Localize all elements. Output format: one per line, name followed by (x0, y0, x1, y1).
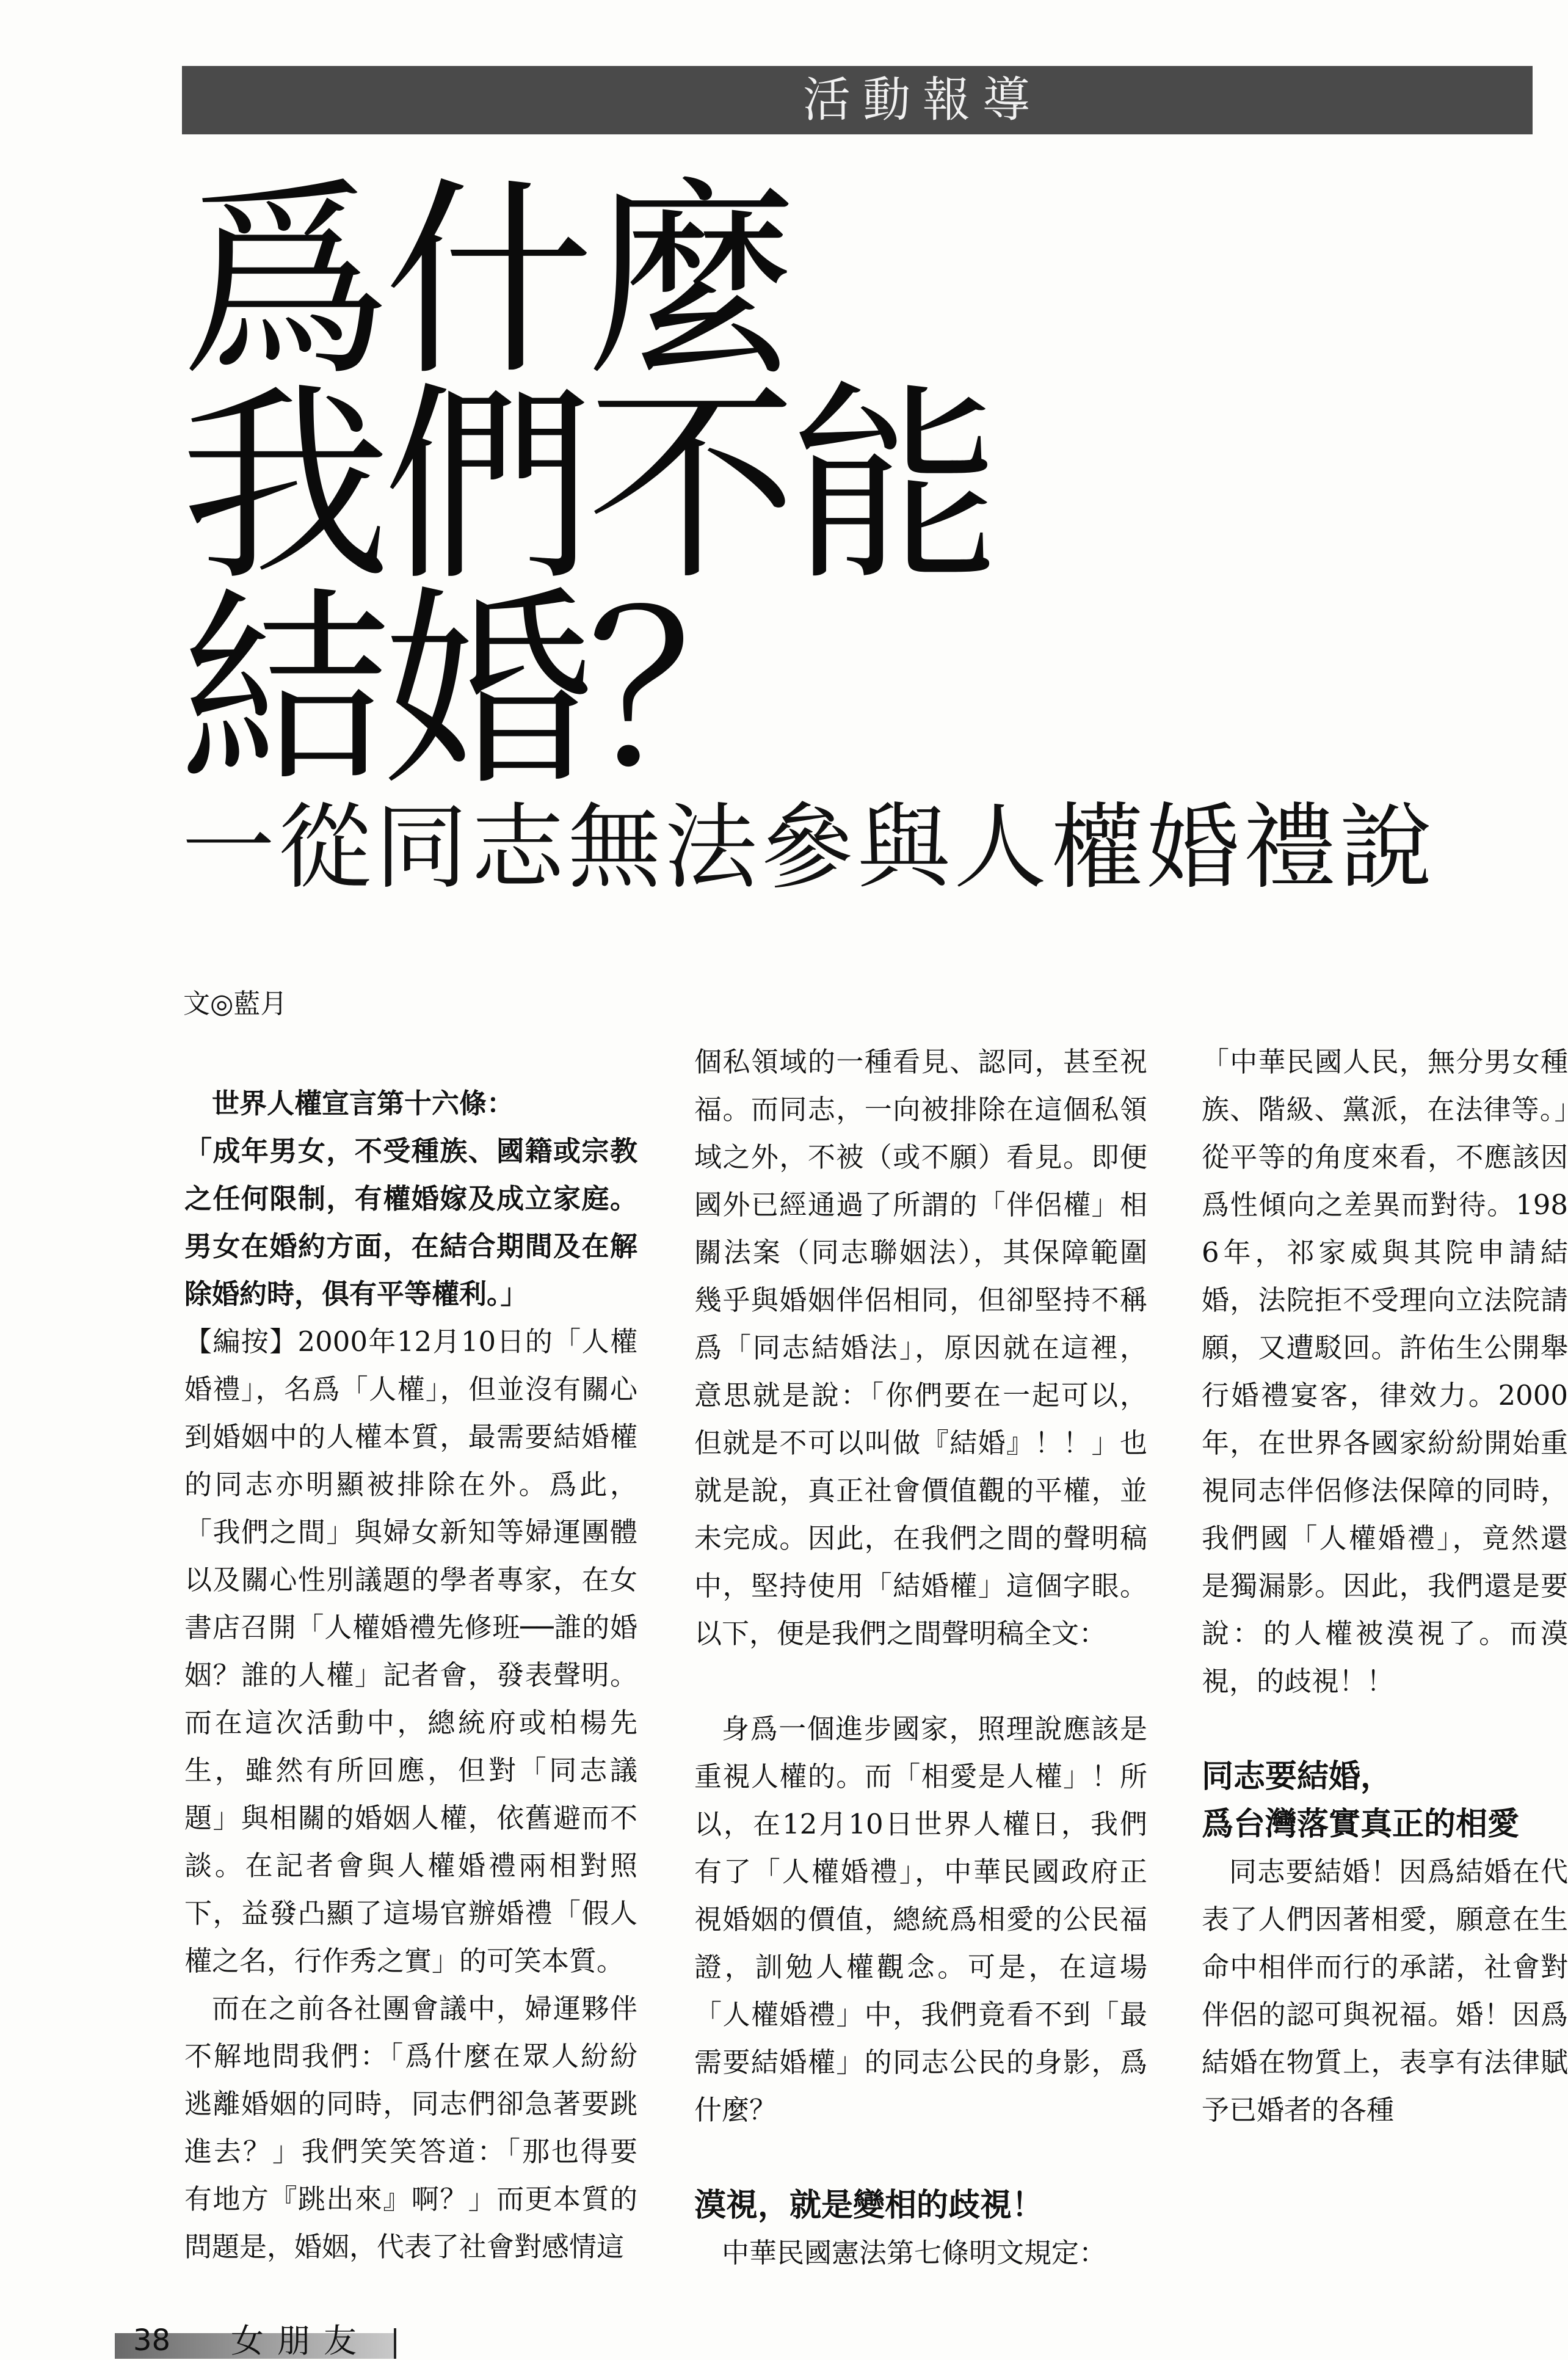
footer-divider (394, 2328, 396, 2359)
body-paragraph: 而在之前各社團會議中，婦運夥伴不解地問我們：「爲什麼在眾人紛紛逃離婚姻的同時，同志們卻急著要跳進去？」我們笑笑答道：「那也得要有地方『跳出來』啊？」而更本質的問題是，婚姻，代表了社會對感情這 (184, 1992, 637, 2263)
article-title-line-1: 爲什麼 (180, 160, 790, 405)
article-title-line-3: 結婚？ (180, 569, 790, 814)
article-title-line-2: 我們不能 (180, 365, 993, 610)
statement-paragraph: 身爲一個進步國家，照理說應該是重視人權的。而「相愛是人權」！所以，在12月10日世界人權日，我們有了「人權婚禮」，中華民國政府正視婚姻的價值，總統爲相愛的公民福證，訓勉人權觀念。可是，在這場「人權婚禮」中，我們竟看不到「最需要結婚權」的同志公民的身影，爲什麼？ (694, 1713, 1147, 2126)
section-heading-line-2: 爲台灣落實真正的相愛 (1202, 1806, 1520, 1843)
body-paragraph: 同志要結婚！因爲結婚在代表了人們因著相愛，願意在生命中相伴而行的承諾，社會對伴侶的認可與祝福。婚！因爲結婚在物質上，表享有法律賦予已婚者的各種 (1202, 1856, 1568, 2126)
text-column-2 (694, 1038, 1147, 2277)
body-paragraph: 中華民國憲法第七條明文規定： (722, 2237, 1107, 2269)
section-label: 活動報導 (182, 66, 1533, 134)
quote-body: 「成年男女，不受種族、國籍或宗教之任何限制，有權婚嫁及成立家庭。男女在婚約方面，在結合期間及在解除婚約時，俱有平等權利。」 (184, 1135, 637, 1310)
section-heading: 漠視，就是變相的歧視！ (694, 2187, 1044, 2224)
editor-note: 【編按】2000年12月10日的「人權婚禮」，名爲「人權」，但並沒有關心到婚姻中的人權本質，最需要結婚權的同志亦明顯被排除在外。爲此，「我們之間」與婦女新知等婦運團體以及關心性別議題的學者專家，在女書店召開「人權婚禮先修班──誰的婚姻？誰的人權」記者會，發表聲明。而在這次活動中，總統府或柏楊先生，雖然有所回應，但對「同志議題」與相關的婚姻人權，依舊避而不談。在記者會與人權婚禮兩相對照下，益發凸顯了這場官辦婚禮「假人權之名，行作秀之實」的可笑本質。 (184, 1325, 637, 1977)
section-heading-line-1: 同志要結婚， (1202, 1758, 1393, 1795)
text-column-1 (184, 1080, 637, 2271)
body-paragraph: 「中華民國人民，無分男女種族、階級、黨派，在法律等。」從平等的角度來看，不應該因爲性傾向之差異而對待。1986年，祁家威與其院申請結婚，法院拒不受理向立法院請願，又遭駁回。許佑生公開舉行婚禮宴客，律效力。2000年，在世界各國家紛紛開始重視同志伴侶修法保障的同時，我們國「人權婚禮」，竟然還是獨漏影。因此，我們還是要說：的人權被漠視了。而漠視，的歧視！！ (1202, 1046, 1568, 1697)
text-column-3 (1202, 1038, 1568, 2134)
magazine-name: 女朋友 (231, 2322, 370, 2360)
byline: 文◎藍月 (183, 988, 288, 1019)
quote-heading: 世界人權宣言第十六條： (212, 1087, 515, 1120)
article-subtitle: 一從同志無法參與人權婚禮說 (182, 793, 1436, 901)
page-number: 38 (133, 2323, 171, 2358)
body-paragraph: 個私領域的一種看見、認同，甚至祝福。而同志，一向被排除在這個私領域之外，不被（或不願）看見。即便國外已經通過了所謂的「伴侶權」相關法案（同志聯姻法），其保障範圍幾乎與婚姻伴侶相同，但卻堅持不稱爲「同志結婚法」，原因就在這裡，意思就是說：「你們要在一起可以，但就是不可以叫做『結婚』！！」也就是說，真正社會價值觀的平權，並未完成。因此，在我們之間的聲明稿中，堅持使用「結婚權」這個字眼。以下，便是我們之間聲明稿全文： (694, 1046, 1147, 1650)
